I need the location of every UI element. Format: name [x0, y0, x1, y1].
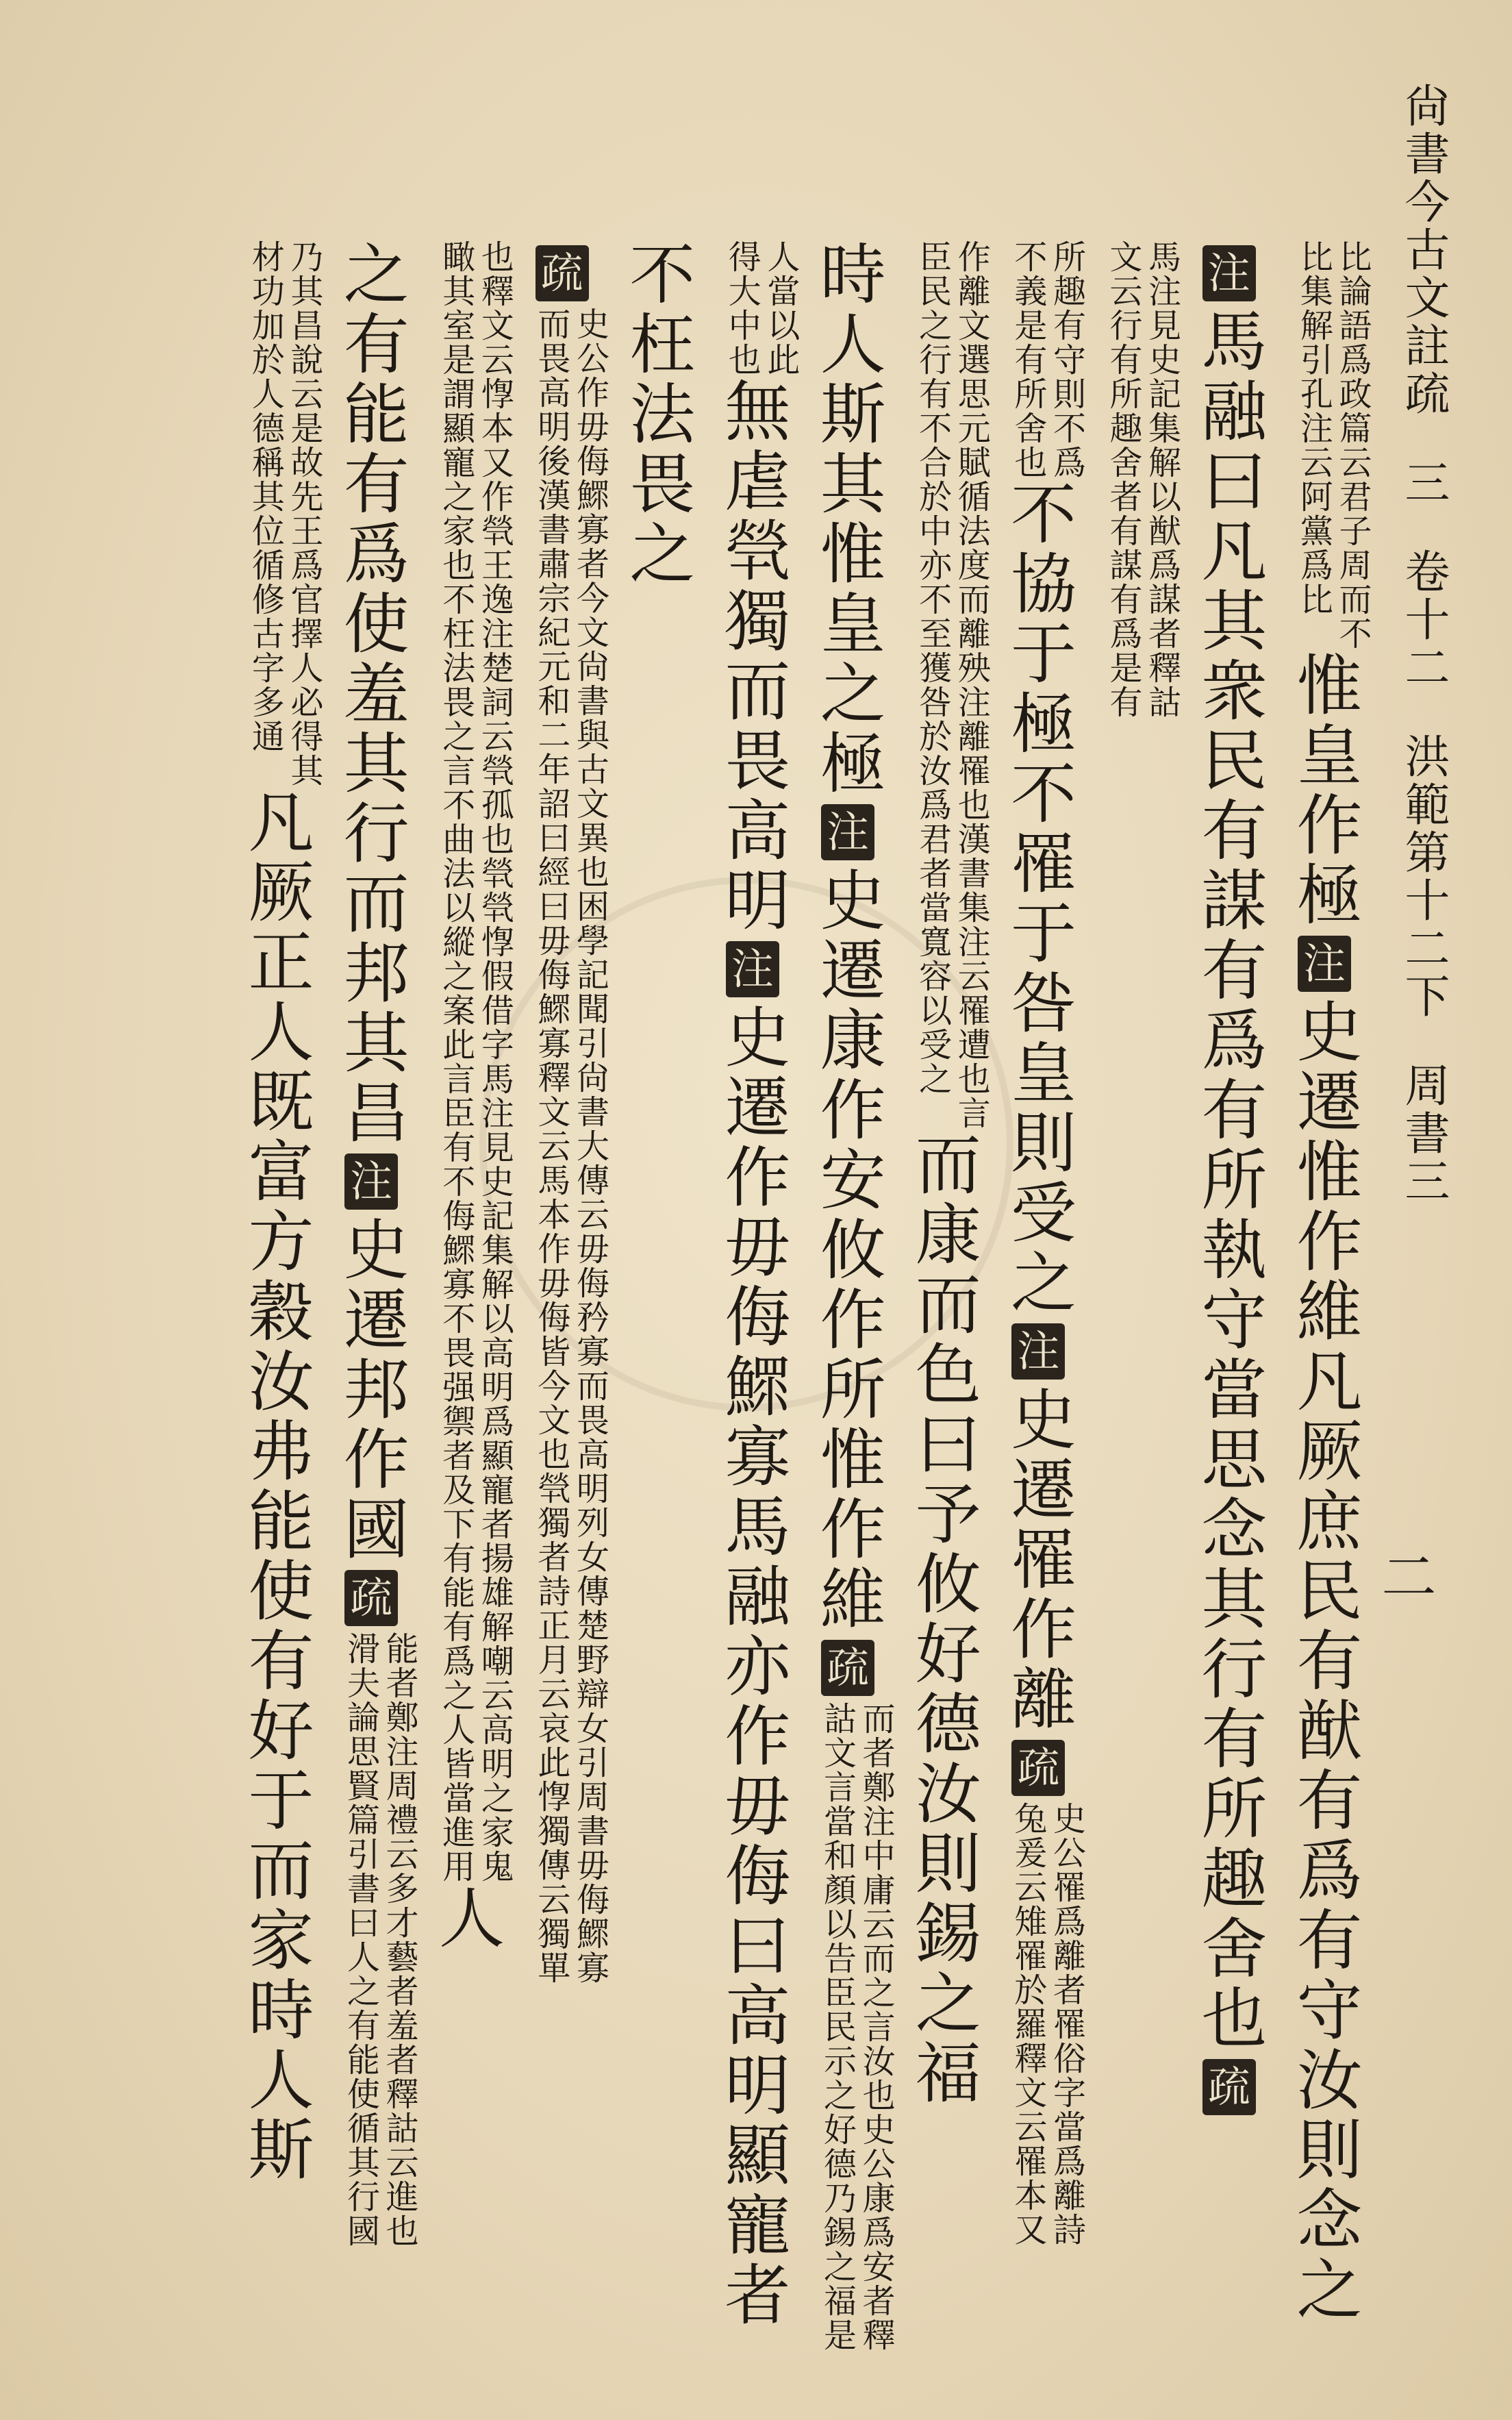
page-number: 二: [1372, 1548, 1436, 1603]
note-line: 乃其昌說云是故先王爲官擇人必得其: [284, 240, 323, 788]
commentary-note: [913, 240, 990, 1130]
main-text: 之有能有爲使羞其行而邦其昌: [333, 240, 410, 1148]
main-text: 惟皇作極: [1286, 651, 1363, 930]
zhu-marker-icon: 注: [1011, 1323, 1065, 1380]
main-text: 史遷惟作維凡厥庶民有猷有爲有守汝則念之: [1286, 997, 1363, 2325]
shu-marker-icon: 疏: [821, 1640, 874, 1696]
text-column: [800, 240, 895, 2391]
note-line: 文云行有所趣舍者有謀有爲是有: [1104, 240, 1142, 719]
text-column: [895, 240, 990, 2391]
note-line: 得大中也: [722, 240, 761, 377]
dynasty-label: 周書三: [1397, 1062, 1450, 1206]
note-line: 人當以此: [761, 240, 800, 377]
book-title: 尙書今古文註疏: [1397, 82, 1450, 418]
main-text: 史遷作毋侮鰥寡馬融亦作毋侮曰高明顯寵者不枉法畏之: [618, 240, 791, 2330]
note-line: 而者鄭注中庸云而之言汝也史公康爲安者釋: [857, 1701, 896, 2352]
commentary-note: [1294, 240, 1372, 651]
main-text: 凡厥正人既富方穀汝弗能使有好于而家時人斯: [237, 788, 314, 2185]
volume-label: 卷十二: [1397, 548, 1450, 692]
main-text-body: [0, 240, 1372, 2391]
text-column: [514, 240, 609, 2391]
note-line: 臣民之行有不合於中亦不至獲咎於汝爲君者當寬容以受之: [913, 240, 952, 1096]
commentary-note: [1103, 240, 1181, 719]
commentary-note: [818, 1701, 895, 2352]
note-line: 能者鄭注周禮云多才藝者羞者釋詁云進也: [380, 1632, 419, 2248]
commentary-note: [1008, 1801, 1085, 2247]
text-column: [323, 240, 418, 2391]
chapter-label: 洪範第十二下: [1397, 733, 1450, 1021]
text-column: [1276, 240, 1372, 2391]
commentary-note: [436, 240, 514, 1884]
note-line: 比論語爲政篇云君子周而不: [1333, 240, 1372, 651]
main-text: 不協于極不罹于咎皇則受之: [1000, 479, 1077, 1318]
main-text: 人: [428, 1884, 505, 1954]
note-line: 而畏高明後漢書肅宗紀元和二年詔曰經曰毋侮鰥寡釋文云馬本作毋侮皆今文也煢獨者詩正月云哀此惸獨傳云獨單: [531, 307, 570, 1985]
note-line: 滑夫論思賢篇引書曰人之有能使循其行國: [341, 1632, 380, 2248]
shu-marker-icon: 疏: [536, 245, 589, 301]
text-column: [609, 240, 800, 2391]
zhu-marker-icon: 注: [821, 804, 874, 860]
running-header: [1389, 82, 1457, 2137]
zhu-marker-icon: 注: [344, 1153, 398, 1210]
note-line: 詁文言當和顏以告臣民示之好德乃錫之福是: [818, 1701, 857, 2352]
main-text: 無虐煢獨而畏高明: [714, 377, 791, 936]
note-line: 馬注見史記集解以猷爲謀者釋詁: [1142, 240, 1181, 719]
main-text: 史遷罹作離: [1000, 1385, 1077, 1734]
main-text: 馬融曰凡其衆民有謀有爲有所執守當思念其行有所趣舍也: [1190, 307, 1268, 2054]
note-line: 瞰其室是謂顯寵之家也不枉法畏之言不曲法以縱之案此言臣有不侮鰥寡不畏强禦者及下有能有爲之人皆當進用: [436, 240, 475, 1884]
main-text: 史遷邦作國: [333, 1215, 410, 1564]
note-line: 所趣有守則不爲: [1047, 240, 1086, 479]
note-line: 作離文選思元賦循法度而離殃注離罹也漢書集注云罹遭也言: [952, 240, 991, 1130]
note-line: 材功加於人德稱其位循修古字多通: [246, 240, 285, 753]
note-line: 史公罹爲離者罹俗字當爲離詩: [1047, 1801, 1086, 2247]
note-line: 史公作毋侮鰥寡者今文尙書與古文異也困學記聞引尙書大傳云毋侮矜寡而畏高明列女傳楚野辯女引周書毋侮鰥寡: [570, 307, 609, 1985]
text-column: [228, 240, 323, 2391]
shu-marker-icon: 疏: [1202, 2059, 1256, 2115]
zhu-marker-icon: 注: [726, 941, 779, 997]
main-text: 而康而色曰予攸好德汝則錫之福: [905, 1130, 982, 2108]
text-column: [990, 240, 1085, 2391]
note-line: 也釋文云惸本又作煢王逸注楚詞云煢孤也煢煢惸假借字馬注見史記集解以高明爲顯寵者揚雄解嘲云高明之家鬼: [475, 240, 514, 1884]
note-line: 比集解引孔注云阿黨爲比: [1294, 240, 1333, 616]
text-column: [418, 240, 514, 2391]
main-text: 史遷康作安攸作所惟作維: [809, 866, 887, 1634]
commentary-note: [531, 307, 609, 1985]
commentary-note: [341, 1632, 418, 2248]
shu-marker-icon: 疏: [344, 1570, 398, 1626]
main-text: 時人斯其惟皇之極: [809, 240, 887, 799]
zhu-marker-icon: 注: [1298, 936, 1351, 992]
text-column: [1085, 240, 1276, 2391]
section-number: 三: [1397, 459, 1450, 507]
shu-marker-icon: 疏: [1011, 1740, 1065, 1796]
commentary-note: [1008, 240, 1085, 479]
zhu-marker-icon: 注: [1202, 245, 1256, 301]
commentary-note: [246, 240, 323, 788]
note-line: 兔爰云雉罹於羅釋文云罹本又: [1008, 1801, 1047, 2247]
note-line: 不義是有所舍也: [1008, 240, 1047, 479]
commentary-note: [722, 240, 800, 377]
